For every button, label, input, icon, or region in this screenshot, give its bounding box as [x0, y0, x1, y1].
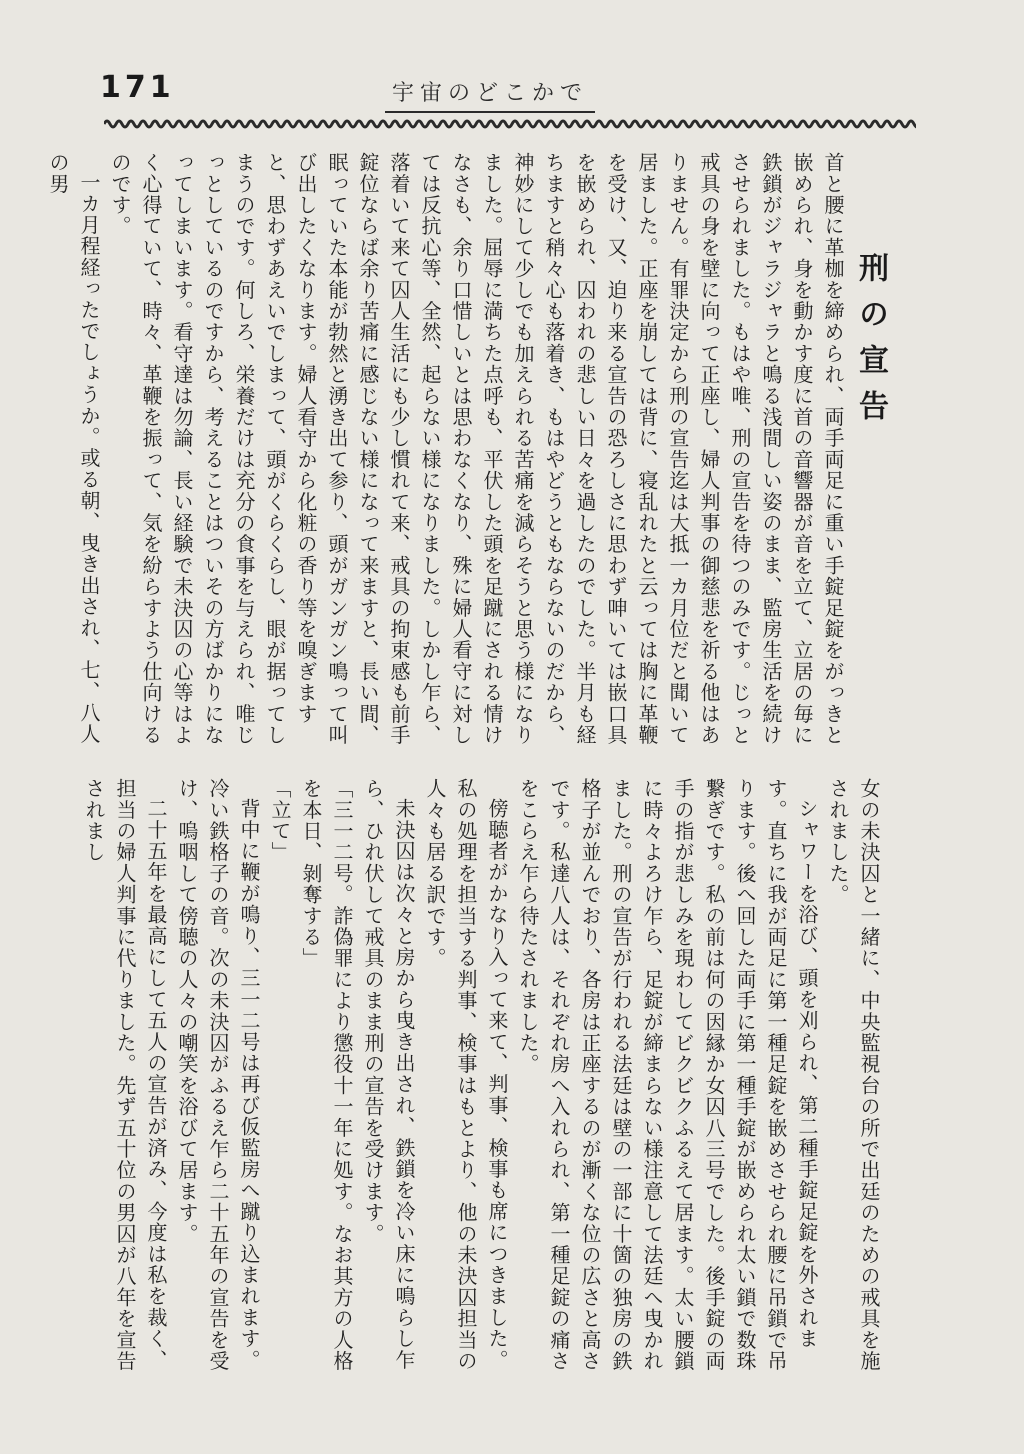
- quote-paragraph: 「三一二号。詐偽罪により懲役十一年に処す。なお其方の人格を本日、剝奪する」: [299, 778, 354, 1372]
- paragraph: 未決囚は次々と房から曳き出され、鉄鎖を冷い床に鳴らし乍ら、ひれ伏して戒具のまま刑の宣告を受けます。: [361, 778, 416, 1371]
- body-text-upper: [46, 152, 848, 752]
- body-text-lower: [82, 778, 884, 1378]
- paragraph: 首と腰に革枷を締められ、両手両足に重い手錠足錠をがっきと嵌められ、身を動かす度に首の音響器が音を立て、立居の毎に鉄鎖がジャラジャラと鳴る浅間しい姿のまま、監房生活を続けさせられました。もはや唯、刑の宣告を待つのみです。じっと戒具の身を壁に向って正座し、婦人判事の御慈悲を祈る他はありません。有罪決定から刑の宣告迄は大抵一カ月位だと聞いて居ました。正座を崩しては背に、寝乱れたと云っては胸に革鞭を受け、又、迫り来る宣告の恐ろしさに思わず呻いては嵌口具を嵌められ、囚われの悲しい日々を過したのでした。半月も経ちますと稍々心も落着き、もはやどうともならないのだから、神妙にして少しでも加えられる苦痛を減らそうと思う様になりました。屈辱に満ちた点呼も、平伏した頭を足蹴にされる情けなさも、余り口惜しいとは思わなくなり、殊に婦人看守に対しては反抗心等、全然、起らない様になりました。しかし乍ら、落着いて来て囚人生活にも少し慣れて来、戒具の拘束感も前手錠位ならば余り苦痛に感じない様になって来ますと、長い間、眠っていた本能が勃然と湧き出て参り、頭がガンガン鳴って叫び出したくなります。婦人看守から化粧の香り等を嗅ぎますと、思わずあえいでしまって、頭がくらくらし、眼が据ってしまうのです。何しろ、栄養だけは充分の食事を与えられ、唯じっとしているのですから、考えることはついその方ばかりになってしまいます。看守達は勿論、長い経験で未決囚の心等はよく心得ていて、時々、革鞭を振って、気を紛らすよう仕向けるのです。: [108, 152, 845, 746]
- running-title: 宇宙のどこかで: [385, 76, 595, 113]
- paragraph: 傍聴者がかなり入って来て、判事、検事も席につきました。私の処理を担当する判事、検事はもとより、他の未決囚担当の人々も居る訳です。: [423, 778, 509, 1372]
- paragraph: 背中に鞭が鳴り、三一二号は再び仮監房へ蹴り込まれます。冷い鉄格子の音。次の未決囚がふるえ乍ら二十五年の宣告を受け、嗚咽して傍聴の人々の嘲笑を浴びて居ます。: [175, 778, 261, 1372]
- quote-paragraph: 「立て」: [268, 778, 292, 863]
- paragraph: 一カ月程経ったでしょうか。或る朝、曳き出され、七、八人の男: [46, 152, 101, 745]
- page-number: 171: [100, 70, 175, 105]
- wavy-divider: [104, 116, 916, 132]
- paragraph: 女の未決囚と一緒に、中央監視台の所で出廷のための戒具を施されました。: [826, 778, 881, 1372]
- paragraph: シャワーを浴び、頭を刈られ、第二種手錠足錠を外されます。直ちに我が両足に第一種足錠を嵌めさせられ腰に吊鎖で吊ります。後へ回した両手に第一種手錠が嵌められ太い鎖で数珠繋ぎです。私の前は何の因縁か女囚八三号でした。後手錠の両手の指が悲しみを現わしてビクビクふるえて居ます。太い腰鎖に時々よろけ乍ら、足錠が締まらない様注意して法廷へ曳かれました。刑の宣告が行われる法廷は壁の一部に十箇の独房の鉄格子が並んでおり、各房は正座するのが漸くな位の広さと高さです。私達八人は、それぞれ房へ入れられ、第一種足錠の痛さをこらえ乍ら待たされました。: [516, 778, 819, 1372]
- article-title: 刑の宣告: [853, 252, 888, 436]
- paragraph: 二十五年を最高にして五人の宣告が済み、今度は私を裁く、担当の婦人判事に代りました。先ず五十位の男囚が八年を宣告されまし: [82, 778, 168, 1372]
